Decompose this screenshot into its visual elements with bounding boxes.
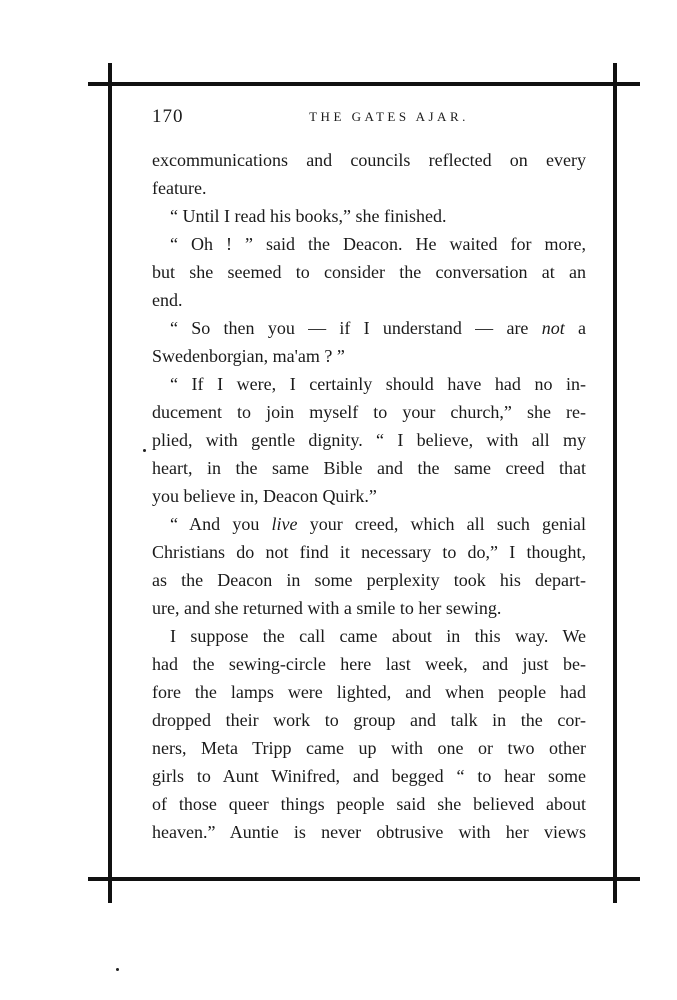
left-border-rule: [108, 63, 112, 903]
text-line: I suppose the call came about in this way. We: [170, 626, 586, 646]
text-line: you believe in, Deacon Quirk.”: [152, 486, 377, 506]
text-line: but she seemed to consider the conversation at an: [152, 262, 586, 282]
page-number: 170: [152, 106, 184, 127]
page-header: [152, 106, 586, 130]
text-line: ducement to join myself to your church,” she re-: [152, 402, 586, 422]
text-line: feature.: [152, 178, 207, 198]
text-line: as the Deacon in some perplexity took his depart-: [152, 570, 586, 590]
text-line: “ If I were, I certainly should have had no in-: [170, 374, 586, 394]
body-text: [152, 146, 586, 846]
bottom-border-rule: [88, 877, 640, 881]
text-line: plied, with gentle dignity. “ I believe, with all my: [152, 430, 586, 450]
text-run: “ And you: [170, 514, 272, 534]
text-run: “ So then you — if I understand — are: [170, 318, 542, 338]
text-line: of those queer things people said she believed about: [152, 794, 586, 814]
ink-speck: [116, 968, 119, 971]
text-line: girls to Aunt Winifred, and begged “ to hear some: [152, 766, 586, 786]
top-border-rule: [88, 82, 640, 86]
text-line: “ Oh ! ” said the Deacon. He waited for more,: [170, 234, 586, 254]
text-line: [152, 314, 586, 342]
ink-speck: [143, 449, 146, 452]
right-border-rule: [613, 63, 617, 903]
text-line: heaven.” Auntie is never obtrusive with her views: [152, 822, 586, 842]
text-line: [152, 510, 586, 538]
emphasis-text: not: [541, 318, 565, 338]
text-line: dropped their work to group and talk in the cor-: [152, 710, 586, 730]
text-line: ners, Meta Tripp came up with one or two other: [152, 738, 586, 758]
text-line: had the sewing-circle here last week, and just be-: [152, 654, 586, 674]
running-title: THE GATES AJAR.: [309, 109, 469, 124]
emphasis-text: live: [271, 514, 298, 534]
text-line: end.: [152, 290, 183, 310]
text-line: heart, in the same Bible and the same creed that: [152, 458, 586, 478]
text-run: your creed, which all such genial: [297, 514, 586, 534]
text-run: a: [564, 318, 586, 338]
text-line: fore the lamps were lighted, and when people had: [152, 682, 586, 702]
text-line: ure, and she returned with a smile to her sewing.: [152, 598, 502, 618]
text-line: Swedenborgian, ma'am ? ”: [152, 346, 345, 366]
text-line: Christians do not find it necessary to do,” I thought,: [152, 542, 586, 562]
text-line: excommunications and councils reflected on every: [152, 150, 586, 170]
text-line: “ Until I read his books,” she finished.: [170, 206, 447, 226]
